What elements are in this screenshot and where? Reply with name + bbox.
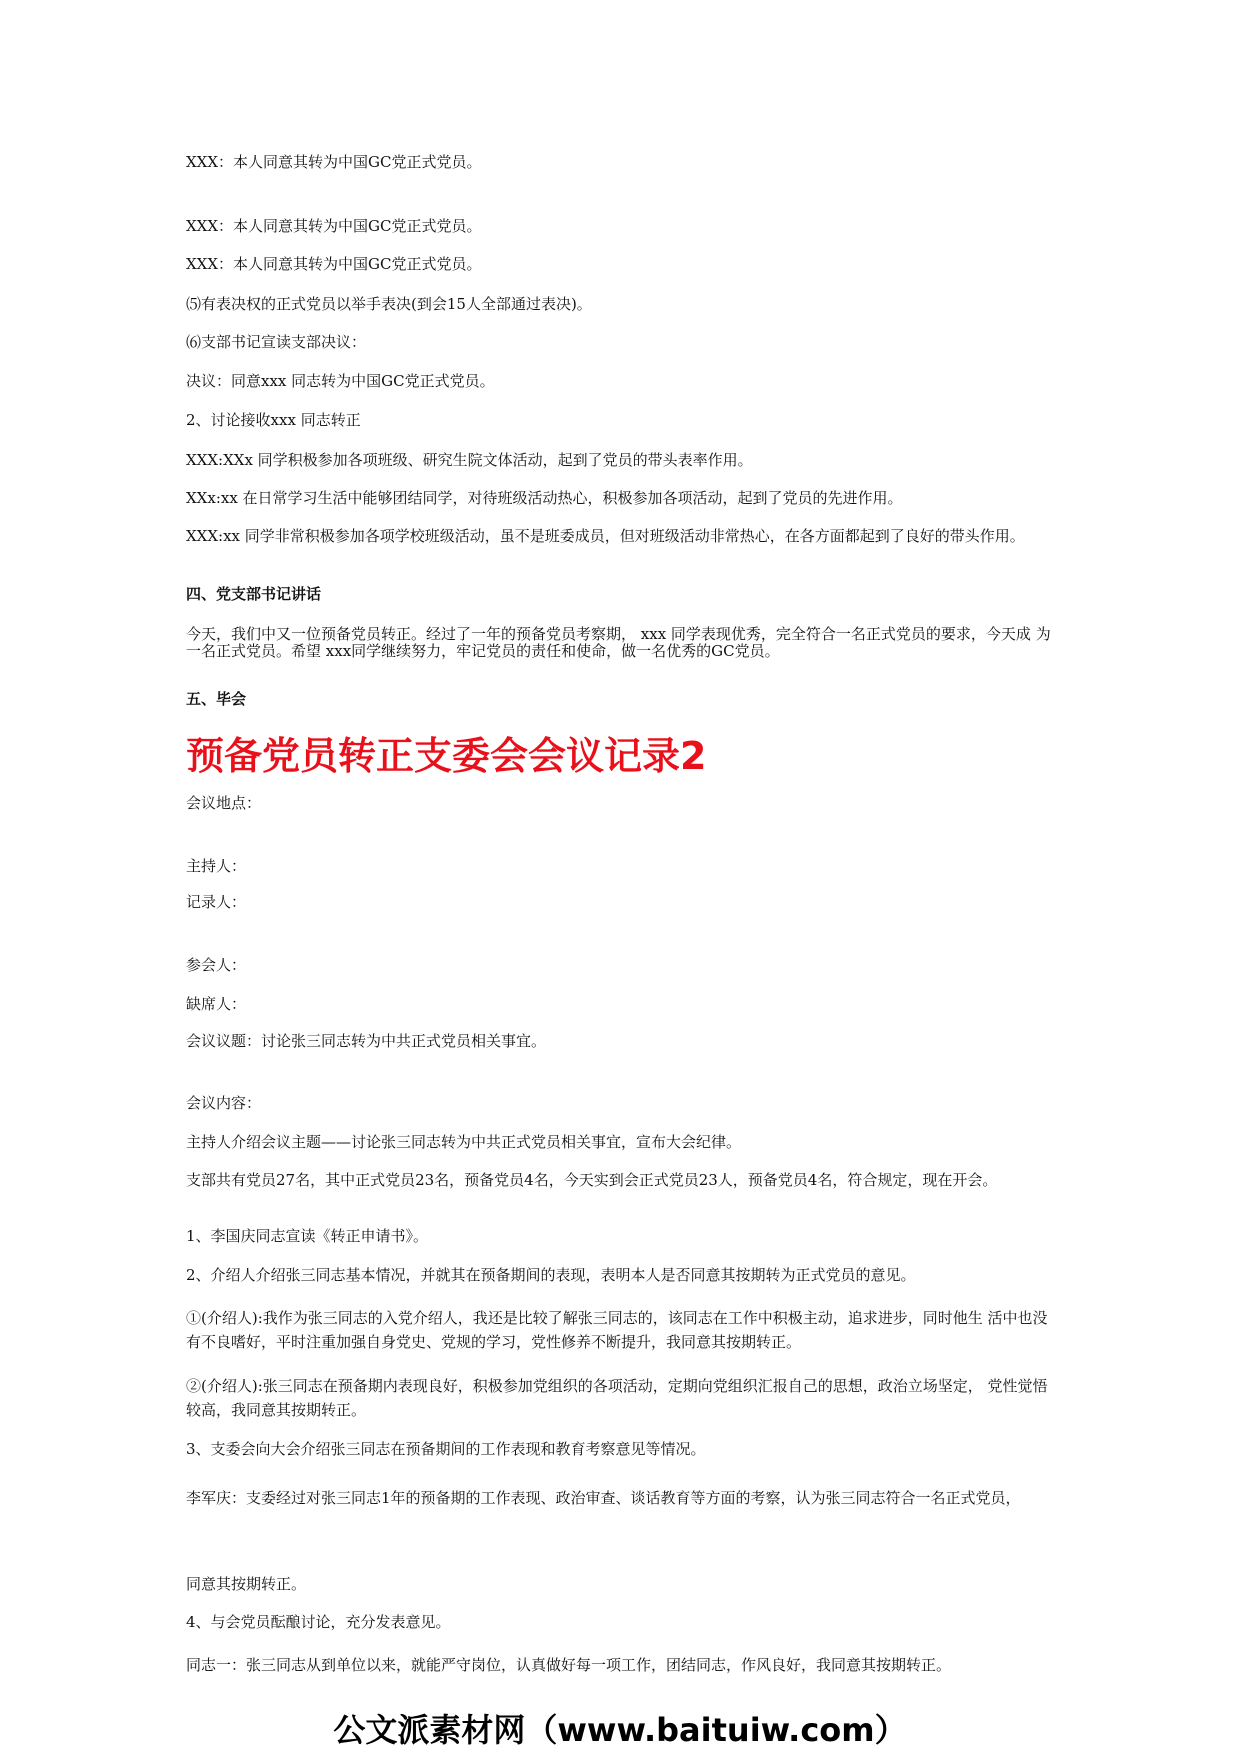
meeting-location: 会议地点： [186, 794, 262, 812]
paragraph: 同意其按期转正。 [186, 1575, 307, 1593]
paragraph: XXX:xx 同学非常积极参加各项学校班级活动，虽不是班委成员，但对班级活动非常热心，在各方面都起到了良好的带头作用。 [186, 527, 1025, 545]
meeting-content-label: 会议内容： [186, 1094, 262, 1112]
paragraph: 支部共有党员27名，其中正式党员23名，预备党员4名，今天实到会正式党员23人，预备党员4名，符合规定，现在开会。 [186, 1171, 998, 1189]
list-item: 3、支委会向大会介绍张三同志在预备期间的工作表现和教育考察意见等情况。 [186, 1440, 706, 1458]
paragraph: XXX：本人同意其转为中国GC党正式党员。 [186, 217, 482, 235]
meeting-host: 主持人： [186, 857, 247, 875]
list-item: 2、讨论接收xxx 同志转正 [186, 411, 361, 429]
paragraph: 同志一：张三同志从到单位以来，就能严守岗位，认真做好每一项工作，团结同志，作风良好，我同意其按期转正。 [186, 1656, 952, 1674]
paragraph: 李军庆：支委经过对张三同志1年的预备期的工作表现、政治审查、谈话教育等方面的考察，认为张三同志符合一名正式党员， [186, 1489, 1021, 1507]
paragraph: ①(介绍人):我作为张三同志的入党介绍人，我还是比较了解张三同志的，该同志在工作中积极主动，追求进步，同时他生 活中也没有不良嗜好，平时注重加强自身党史、党规的学习，党性修养不断提升，我同意其按期转正。 [186, 1309, 1048, 1351]
paragraph: XXX:XXx 同学积极参加各项班级、研究生院文体活动，起到了党员的带头表率作用。 [186, 451, 753, 469]
list-item: 2、介绍人介绍张三同志基本情况，并就其在预备期间的表现，表明本人是否同意其按期转为正式党员的意见。 [186, 1266, 916, 1284]
paragraph: ②(介绍人):张三同志在预备期内表现良好，积极参加党组织的各项活动，定期向党组织汇报自己的思想，政治立场坚定， 党性觉悟较高，我同意其按期转正。 [186, 1377, 1048, 1419]
paragraph: ⑸有表决权的正式党员以举手表决(到会15人全部通过表决)。 [186, 295, 592, 313]
paragraph: XXX：本人同意其转为中国GC党正式党员。 [186, 255, 482, 273]
list-item: 4、与会党员酝酿讨论，充分发表意见。 [186, 1613, 451, 1631]
list-item: 1、李国庆同志宣读《转正申请书》。 [186, 1227, 429, 1245]
section-heading: 四、党支部书记讲话 [186, 585, 322, 603]
footer-watermark: 公文派素材网（www.baituiw.com） [333, 1711, 907, 1749]
paragraph: XXx:xx 在日常学习生活中能够团结同学，对待班级活动热心，积极参加各项活动，起到了党员的先进作用。 [186, 489, 903, 507]
meeting-topic: 会议议题：讨论张三同志转为中共正式党员相关事宜。 [186, 1032, 547, 1050]
section-heading: 五、毕会 [186, 690, 247, 708]
paragraph: ⑹支部书记宣读支部决议： [186, 333, 367, 351]
document-title: 预备党员转正支委会会议记录2 [186, 734, 707, 778]
paragraph: 决议：同意xxx 同志转为中国GC党正式党员。 [186, 372, 495, 390]
meeting-recorder: 记录人： [186, 893, 247, 911]
paragraph: 今天，我们中又一位预备党员转正。经过了一年的预备党员考察期， xxx 同学表现优秀，完全符合一名正式党员的要求，今天成 为一名正式党员。希望 xxx同学继续努力，牢记党员的责任和使命，做一名优秀的GC党员。 [186, 625, 1051, 660]
meeting-absentees: 缺席人： [186, 995, 247, 1013]
meeting-attendees: 参会人： [186, 956, 247, 974]
paragraph: XXX：本人同意其转为中国GC党正式党员。 [186, 153, 482, 171]
paragraph: 主持人介绍会议主题——讨论张三同志转为中共正式党员相关事宜，宣布大会纪律。 [186, 1133, 742, 1151]
